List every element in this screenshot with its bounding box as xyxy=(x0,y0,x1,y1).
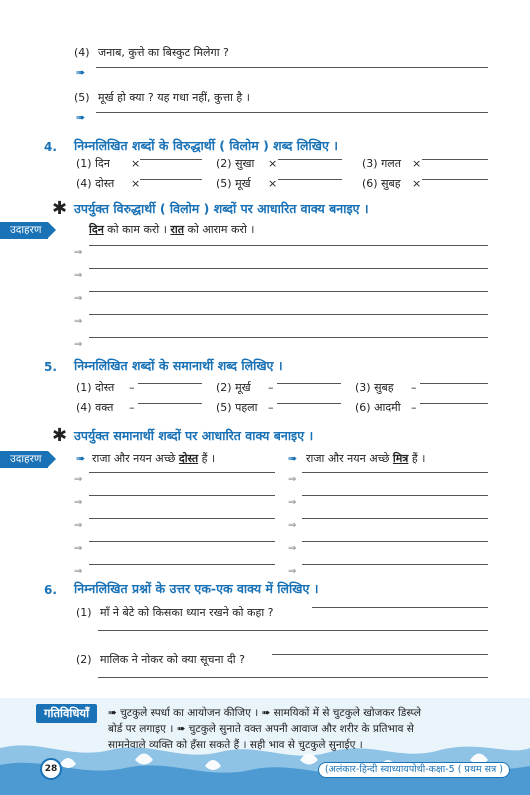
answer-line-q5-sub-right-4[interactable] xyxy=(302,541,488,542)
answer-line-q5-2[interactable] xyxy=(277,383,341,384)
example-part-2: को आराम करो । xyxy=(184,223,255,236)
q5-item-6-sep: – xyxy=(411,401,417,414)
activity-line-2: बोर्ड पर लगाइए । ➠ चुटकुले सुनाते वक्त अपनी आवाज और शरीर के प्रतिभाव से xyxy=(108,723,414,735)
q4-item-6-label: (6) सुबह xyxy=(362,177,401,190)
answer-line-q5-sub-right-3[interactable] xyxy=(302,518,488,519)
question-5-heading: निम्नलिखित शब्दों के समानार्थी शब्द लिखिए । xyxy=(74,358,283,373)
q4-sub-heading: उपर्युक्त विरुद्धार्थी ( विलोम ) शब्दों पर आधारित वाक्य बनाइए । xyxy=(74,201,369,216)
q4-item-3-sep: × xyxy=(412,157,422,170)
answer-arrow-icon: ➠ xyxy=(76,66,86,79)
small-arrow-icon: ⇒ xyxy=(74,247,83,258)
answer-arrow-icon: ➠ xyxy=(288,452,298,465)
example-badge: उदाहरण xyxy=(0,451,48,468)
series-title: (अलंकार-हिन्दी स्वाध्यायपोथी-कक्षा-5 ( प्रथम सत्र ) xyxy=(318,762,510,778)
q5-item-2-label: (2) मूर्ख xyxy=(216,381,251,394)
answer-line-q4-sub-3[interactable] xyxy=(89,291,488,292)
example-word-raat: रात xyxy=(170,223,185,236)
answer-line-q4-2[interactable] xyxy=(278,159,342,160)
question-4-number: 4. xyxy=(44,140,57,154)
answer-line-q5-3[interactable] xyxy=(420,383,488,384)
small-arrow-icon: ⇒ xyxy=(288,520,297,531)
q3-item-5-text: मूर्ख हो क्या ? यह गधा नहीं, कुत्ता है । xyxy=(98,91,250,104)
left-part-1: राजा और नयन अच्छे xyxy=(92,452,179,465)
q4-item-6-sep: × xyxy=(412,177,422,190)
q5-item-1-label: (1) दोस्त xyxy=(76,381,115,394)
small-arrow-icon: ⇒ xyxy=(74,293,83,304)
small-arrow-icon: ⇒ xyxy=(74,543,83,554)
q3-item-4-text: जनाब, कुत्ते का बिस्कुट मिलेगा ? xyxy=(98,46,229,59)
activity-line-1: ➠ चुटकुले स्पर्धा का आयोजन कीजिए । ➠ सामयिकों में से चुटकुले खोजकर डिस्प्ले xyxy=(108,707,422,719)
answer-line-q5-6[interactable] xyxy=(420,403,488,404)
q4-example-sentence xyxy=(89,223,254,237)
q6-item-1-text: माँ ने बेटे को किसका ध्यान रखने को कहा ? xyxy=(100,606,274,619)
q3-item-4-number: (4) xyxy=(74,46,90,59)
small-arrow-icon: ⇒ xyxy=(74,339,83,350)
q5-item-4-label: (4) वक्त xyxy=(76,401,114,414)
q4-item-4-label: (4) दोस्त xyxy=(76,177,115,190)
answer-line-q5-sub-right-5[interactable] xyxy=(302,564,488,565)
answer-line-q4-6[interactable] xyxy=(422,179,488,180)
q3-item-5-number: (5) xyxy=(74,91,90,104)
answer-line-q4-sub-2[interactable] xyxy=(89,268,488,269)
page-number: 28 xyxy=(40,758,62,780)
q6-item-1-number: (1) xyxy=(76,606,92,619)
small-arrow-icon: ⇒ xyxy=(74,520,83,531)
q6-item-2-number: (2) xyxy=(76,653,92,666)
q4-item-3-label: (3) गलत xyxy=(362,157,401,170)
q4-item-5-sep: × xyxy=(268,177,278,190)
answer-line-q6-1a[interactable] xyxy=(312,607,488,608)
small-arrow-icon: ⇒ xyxy=(74,566,83,577)
q4-item-4-sep: × xyxy=(131,177,141,190)
small-arrow-icon: ⇒ xyxy=(74,316,83,327)
answer-line-q4-4[interactable] xyxy=(140,179,202,180)
star-icon: ✱ xyxy=(52,198,68,219)
answer-line-q5-sub-left-5[interactable] xyxy=(89,564,275,565)
q5-example-right xyxy=(306,452,425,466)
q4-item-1-label: (1) दिन xyxy=(76,157,110,170)
question-6-heading: निम्नलिखित प्रश्नों के उत्तर एक-एक वाक्य में लिखिए । xyxy=(74,581,319,596)
example-word-mitra: मित्र xyxy=(392,452,409,465)
q5-sub-heading: उपर्युक्त समानार्थी शब्दों पर आधारित वाक्य बनाइए । xyxy=(74,428,314,443)
small-arrow-icon: ⇒ xyxy=(74,497,83,508)
q4-item-1-sep: × xyxy=(131,157,141,170)
small-arrow-icon: ⇒ xyxy=(288,566,297,577)
small-arrow-icon: ⇒ xyxy=(288,474,297,485)
answer-line-q5-sub-left-3[interactable] xyxy=(89,518,275,519)
answer-line-q4-5[interactable] xyxy=(278,179,342,180)
q5-item-5-label: (5) पहला xyxy=(216,401,258,414)
answer-line-q4-sub-1[interactable] xyxy=(89,245,488,246)
answer-line-q4-3[interactable] xyxy=(422,159,488,160)
answer-line-q4-sub-4[interactable] xyxy=(89,314,488,315)
q5-example-left xyxy=(92,452,215,466)
answer-line-q3-4[interactable] xyxy=(96,67,488,68)
question-5-number: 5. xyxy=(44,360,57,374)
example-badge: उदाहरण xyxy=(0,222,48,239)
q5-item-3-sep: – xyxy=(411,381,417,394)
q4-item-2-sep: × xyxy=(268,157,278,170)
activity-line-3: सामनेवाले व्यक्ति को हँसा सकते हैं । सही भाव से चुटकुले सुनाईए । xyxy=(108,739,363,751)
answer-line-q5-sub-left-1[interactable] xyxy=(89,472,275,473)
answer-line-q5-sub-right-1[interactable] xyxy=(302,472,488,473)
right-part-2: हैं । xyxy=(408,452,426,465)
answer-line-q5-sub-right-2[interactable] xyxy=(302,495,488,496)
small-arrow-icon: ⇒ xyxy=(288,543,297,554)
q5-item-5-sep: – xyxy=(268,401,274,414)
answer-line-q5-5[interactable] xyxy=(277,403,341,404)
question-4-heading: निम्नलिखित शब्दों के विरुद्धार्थी ( विलोम ) शब्द लिखिए । xyxy=(74,138,338,153)
star-icon: ✱ xyxy=(52,425,68,446)
question-6-number: 6. xyxy=(44,583,57,597)
answer-line-q6-1b[interactable] xyxy=(98,630,488,631)
example-word-din: दिन xyxy=(89,223,104,236)
small-arrow-icon: ⇒ xyxy=(74,270,83,281)
q4-item-5-label: (5) मूर्ख xyxy=(216,177,251,190)
q5-item-2-sep: – xyxy=(268,381,274,394)
answer-arrow-icon: ➠ xyxy=(76,452,86,465)
small-arrow-icon: ⇒ xyxy=(288,497,297,508)
small-arrow-icon: ⇒ xyxy=(74,474,83,485)
q4-item-2-label: (2) सुखा xyxy=(216,157,255,170)
right-part-1: राजा और नयन अच्छे xyxy=(306,452,393,465)
answer-line-q5-1[interactable] xyxy=(138,383,202,384)
answer-line-q5-sub-left-2[interactable] xyxy=(89,495,275,496)
q6-item-2-text: मालिक ने नोकर को क्या सूचना दी ? xyxy=(100,653,245,666)
activities-badge: गतिविधियाँ xyxy=(36,704,97,723)
example-word-dost: दोस्त xyxy=(178,452,199,465)
answer-line-q6-2b[interactable] xyxy=(98,677,488,678)
left-part-2: हैं । xyxy=(198,452,216,465)
answer-line-q3-5[interactable] xyxy=(96,112,488,113)
q5-item-1-sep: – xyxy=(129,381,135,394)
answer-line-q4-1[interactable] xyxy=(140,159,202,160)
answer-line-q5-4[interactable] xyxy=(138,403,202,404)
answer-arrow-icon: ➠ xyxy=(76,111,86,124)
answer-line-q5-sub-left-4[interactable] xyxy=(89,541,275,542)
example-part-1: को काम करो । xyxy=(103,223,171,236)
q5-item-6-label: (6) आदमी xyxy=(355,401,401,414)
answer-line-q6-2a[interactable] xyxy=(272,654,488,655)
q5-item-4-sep: – xyxy=(129,401,135,414)
q5-item-3-label: (3) सुबह xyxy=(355,381,394,394)
answer-line-q4-sub-5[interactable] xyxy=(89,337,488,338)
